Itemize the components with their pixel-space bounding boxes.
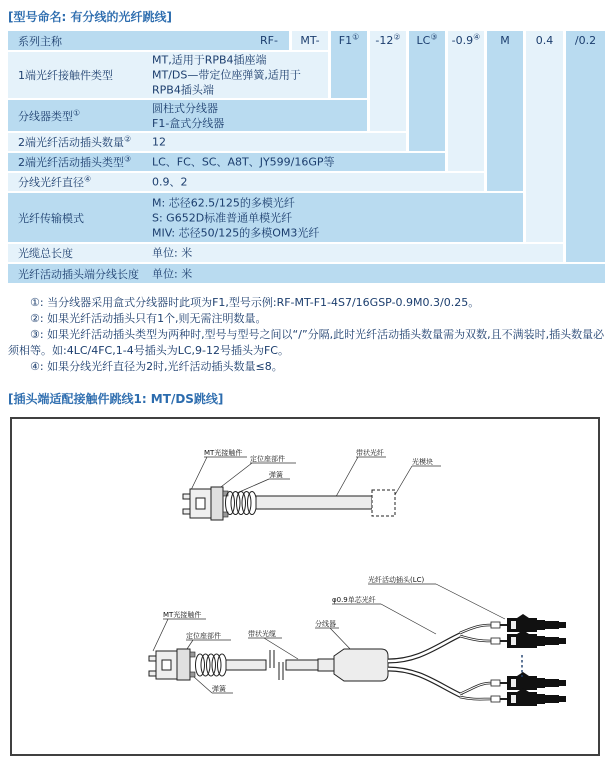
diagram-box xyxy=(10,417,600,756)
row-label: 光纤活动插头端分线长度 xyxy=(18,267,139,281)
section-title-model-naming: [型号命名: 有分线的光纤跳线] xyxy=(8,10,172,24)
code-12: -12② xyxy=(375,32,401,47)
cable-break-marks xyxy=(270,650,283,680)
mt-contact-upper xyxy=(183,487,228,520)
lc-plug-4 xyxy=(491,688,566,706)
code-m: M xyxy=(500,34,510,47)
label-fiber-09: φ0.9单芯光纤 xyxy=(332,596,376,604)
upper-assembly xyxy=(183,448,441,520)
footnote-1: ①: 当分线器采用盒式分线器时此项为F1,型号示例:RF-MT-F1-4S7/16GSP-0.9M0.3/0.25。 xyxy=(30,296,480,309)
footnote-2: ②: 如果光纤活动插头只有1个,则无需注明数量。 xyxy=(30,312,267,325)
model-naming-table xyxy=(8,31,605,283)
lc-plug-2 xyxy=(491,630,566,648)
table-row xyxy=(8,52,328,98)
table-row xyxy=(8,31,289,50)
mt-contact-lower xyxy=(149,649,195,680)
ribbon-fiber xyxy=(256,496,372,509)
row-label: 2端光纤活动插头数量② xyxy=(18,134,132,149)
ribbon-cable-seg2 xyxy=(286,660,318,670)
row-label: 1端光纤接触件类型 xyxy=(18,69,113,82)
column-stripe-02 xyxy=(566,31,605,262)
row-content: 圆柱式分线器 F1-盒式分线器 xyxy=(152,101,225,130)
lc-plug-3 xyxy=(491,672,566,690)
code-lc: LC③ xyxy=(416,32,438,47)
row-content: 12 xyxy=(152,135,166,149)
footnotes xyxy=(8,295,608,375)
label-mt-contact-lower: MT光接触件 xyxy=(163,611,202,619)
label-spring-lower: 弹簧 xyxy=(212,685,226,693)
splitter xyxy=(318,649,388,681)
footnote-4: ④: 如果分线光纤直径为2时,光纤活动插头数量≤8。 xyxy=(30,360,283,373)
footnote-3: ③: 如果光纤活动插头类型为两种时,型号与型号之间以“/”分隔,此时光纤活动插头数量需为双数,且不满装时,插头数量必须相等。如:4LC/4FC,1-4号插头为LC,9-12号插头为FC。 xyxy=(8,328,605,357)
row-label: 分线器类型① xyxy=(18,107,81,123)
code-04: 0.4 xyxy=(535,34,554,47)
row-content: 单位: 米 xyxy=(152,246,193,260)
code-09: -0.9④ xyxy=(451,32,481,47)
table-row xyxy=(8,264,605,283)
label-seat-upper: 定位座部件 xyxy=(250,455,285,463)
spring-upper xyxy=(226,492,257,515)
label-splitter: 分线器 xyxy=(315,620,336,628)
code-f1: F1① xyxy=(338,32,360,47)
jumper-diagram xyxy=(12,419,598,754)
table-row xyxy=(8,244,563,262)
spring-lower xyxy=(196,654,227,676)
fanout-cables xyxy=(388,625,491,699)
code-02: /0.2 xyxy=(574,34,597,47)
label-spring-upper: 弹簧 xyxy=(269,471,283,479)
row-content: MT,适用于RPB4插座端 MT/DS—带定位座弹簧,适用于 RPB4插头端 xyxy=(152,53,301,97)
ribbon-cable-seg1 xyxy=(226,660,266,670)
lc-plug-1 xyxy=(491,614,566,632)
label-lc-plug: 光纤活动插头(LC) xyxy=(368,576,425,584)
code-mt: MT- xyxy=(300,34,320,47)
label-ribbon-fiber: 带状光纤 xyxy=(356,449,384,457)
label-module: 光模块 xyxy=(412,458,433,466)
lower-assembly xyxy=(149,575,566,706)
label-ribbon-cable: 带状光缆 xyxy=(248,630,276,638)
label-seat-lower: 定位座部件 xyxy=(186,632,221,640)
row-label: 分线光纤直径④ xyxy=(18,174,92,189)
table-row xyxy=(8,153,445,171)
table-row xyxy=(8,100,367,131)
table-row xyxy=(8,173,484,191)
column-stripe-09 xyxy=(448,31,484,171)
label-mt-contact-upper: MT光接触件 xyxy=(204,449,243,457)
table-row xyxy=(8,193,523,242)
optical-module xyxy=(372,490,395,516)
row-content: M: 芯径62.5/125的多模光纤 S: G652D标准普通单模光纤 MIV: 芯径50/125的多模OM3光纤 xyxy=(152,196,320,239)
row-label: 2端光纤活动插头类型③ xyxy=(18,154,132,169)
column-stripe-04 xyxy=(526,31,563,242)
section-title-jumper: [插头端适配接触件跳线1: MT/DS跳线] xyxy=(8,392,224,406)
row-label: 光缆总长度 xyxy=(18,247,73,260)
row-content: 0.9、2 xyxy=(152,175,188,189)
row-content: 单位: 米 xyxy=(152,267,193,280)
row-label: 光纤传输模式 xyxy=(18,211,84,225)
row-content: LC、FC、SC、A8T、JY599/16GP等 xyxy=(152,155,335,169)
code-rf: RF- xyxy=(260,34,278,47)
row-label: 系列主称 xyxy=(18,34,62,48)
column-stripe-m xyxy=(487,31,523,191)
table-row xyxy=(8,133,406,151)
